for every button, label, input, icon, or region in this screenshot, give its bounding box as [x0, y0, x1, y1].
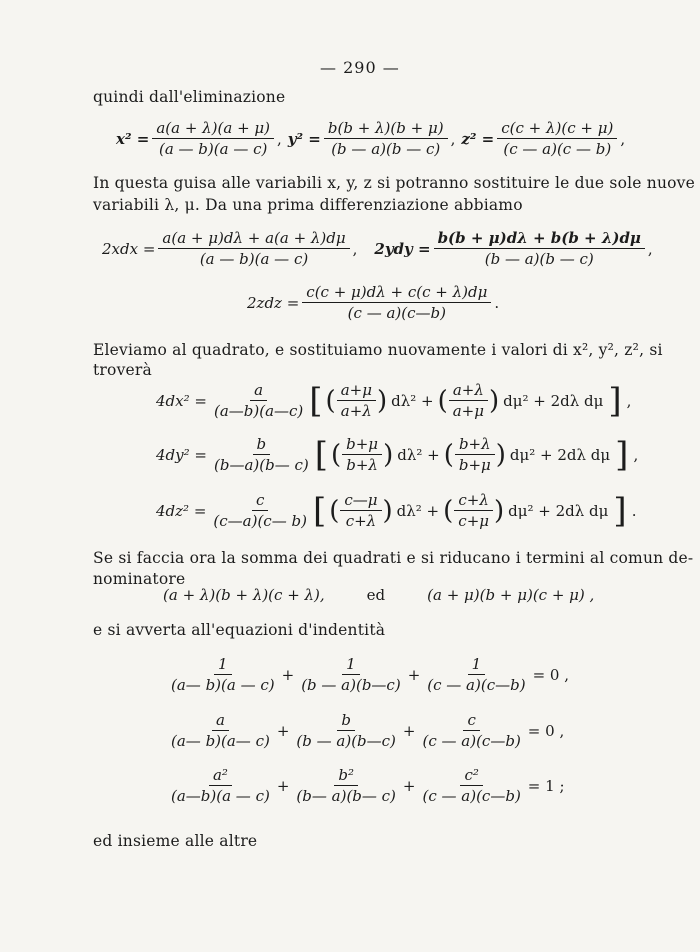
separator: ,: [277, 129, 282, 148]
numerator: a²: [209, 765, 232, 786]
denominator: (b — a)(b—c): [301, 676, 401, 694]
term: dλ² +: [396, 501, 440, 520]
text-line: Eleviamo al quadrato, e sostituiamo nuovamente i valori di x², y², z², si: [93, 341, 663, 359]
fraction: [337, 380, 376, 421]
text-line: nominatore: [93, 570, 186, 588]
fraction: [297, 654, 405, 695]
fraction: [419, 765, 525, 806]
denominator: c+λ: [345, 512, 377, 530]
close-bracket: ]: [608, 380, 622, 421]
separator: ,: [620, 129, 626, 148]
close-paren: ): [494, 495, 505, 526]
equation-differentials-xy: [99, 228, 656, 269]
denominator: a+λ: [340, 402, 372, 420]
denominator: b+λ: [346, 456, 378, 474]
denominator: (c — a)(c — b): [503, 140, 612, 158]
denominator: c+μ: [458, 512, 490, 530]
denominator: (a— b)(a— c): [171, 732, 270, 750]
open-bracket: [: [309, 380, 323, 421]
fraction: [419, 710, 525, 751]
fraction: [210, 434, 313, 475]
numerator: a(a + λ)(a + μ): [152, 118, 274, 139]
numerator: a: [212, 710, 229, 731]
identity-equation-1: [167, 654, 572, 695]
equation-lhs: y² =: [287, 129, 321, 148]
numerator: b: [253, 434, 271, 455]
open-bracket: [: [314, 434, 328, 475]
open-paren: (: [437, 385, 448, 416]
fraction: [324, 118, 448, 159]
numerator: c: [252, 490, 268, 511]
denominator: (c — a)(c—b): [347, 304, 446, 322]
separator: ,: [352, 239, 358, 258]
identity-equation-3: [167, 765, 568, 806]
plus: +: [276, 776, 290, 795]
plus: +: [402, 721, 416, 740]
separator: ,: [626, 391, 632, 410]
numerator: c(c + λ)(c + μ): [497, 118, 617, 139]
open-paren: (: [443, 439, 454, 470]
denominator: (c — a)(c—b): [422, 787, 521, 805]
numerator: b+λ: [455, 434, 495, 455]
denominator: (b — a)(b — c): [331, 140, 441, 158]
denominator: (a — b)(a — c): [158, 140, 268, 158]
equation-lhs: z² =: [461, 129, 495, 148]
fraction: [423, 654, 529, 695]
text-line: troverà: [93, 361, 152, 379]
open-bracket: [: [312, 490, 327, 531]
denominator: (a—b)(a—c): [213, 402, 304, 420]
denominator: (a—b)(a — c): [171, 787, 270, 805]
denominator: (b—a)(b— c): [213, 456, 309, 474]
fraction: [434, 228, 645, 269]
separator: ,: [450, 129, 456, 148]
numerator: 1: [468, 654, 486, 675]
text-line: e si avverta all'equazioni d'indentità: [93, 621, 386, 639]
close-paren: ): [382, 495, 393, 526]
numerator: c+λ: [454, 490, 492, 511]
close-bracket: ]: [613, 490, 627, 531]
numerator: a(a + μ)dλ + a(a + λ)dμ: [158, 228, 349, 249]
denominator-lambda: (a + λ)(b + λ)(c + λ),: [163, 586, 325, 604]
text-line: variabili λ, μ. Da una prima differenziazione abbiamo: [93, 196, 523, 214]
numerator: c: [463, 710, 479, 731]
numerator: b: [337, 710, 355, 731]
denominator: (a — b)(a — c): [199, 250, 309, 268]
equation-dy-squared: [153, 434, 641, 475]
term: dλ² +: [397, 445, 440, 464]
term: dμ² + 2dλ dμ: [508, 501, 609, 520]
fraction: [454, 490, 493, 531]
equation-lhs: 4dx² =: [156, 391, 207, 410]
denominator: (b — a)(b — c): [484, 250, 594, 268]
numerator: b(b + λ)(b + μ): [324, 118, 448, 139]
equation-coordinates: [113, 118, 628, 159]
open-paren: (: [329, 495, 340, 526]
separator: ,: [633, 445, 639, 464]
fraction: [167, 765, 274, 806]
denominator: (c—a)(c— b): [213, 512, 307, 530]
numerator: 1: [214, 654, 232, 675]
fraction: [152, 118, 274, 159]
equation-lhs: 2zdz =: [247, 293, 300, 312]
denominator: (a— b)(a — c): [171, 676, 275, 694]
equation-dz-squared: [153, 490, 639, 531]
identity-equation-2: [167, 710, 567, 751]
close-bracket: ]: [615, 434, 629, 475]
fraction: [158, 228, 349, 269]
page-number: — 290 —: [320, 58, 400, 77]
numerator: a+λ: [449, 380, 488, 401]
equation-lhs: 2xdx =: [102, 239, 156, 258]
equation-dx-squared: [153, 380, 634, 421]
open-paren: (: [443, 495, 454, 526]
numerator: b(b + μ)dλ + b(b + λ)dμ: [434, 228, 645, 249]
conjunction: ed: [366, 586, 386, 604]
equation-differential-z: [244, 282, 502, 323]
denominator: a+μ: [452, 402, 484, 420]
numerator: 1: [342, 654, 360, 675]
plus: +: [407, 665, 421, 684]
fraction: [302, 282, 491, 323]
numerator: a: [250, 380, 267, 401]
term: dλ² +: [391, 391, 434, 410]
plus: +: [402, 776, 416, 795]
denominator: (b— a)(b— c): [296, 787, 396, 805]
numerator: c²: [460, 765, 482, 786]
right-hand-side: = 0 ,: [532, 665, 569, 684]
denominator: (b — a)(b—c): [296, 732, 396, 750]
close-paren: ): [495, 439, 506, 470]
open-paren: (: [330, 439, 342, 470]
fraction: [167, 710, 274, 751]
equation-lhs: 4dy² =: [156, 445, 207, 464]
close-paren: ): [376, 385, 388, 416]
numerator: c(c + μ)dλ + c(c + λ)dμ: [302, 282, 491, 303]
fraction: [342, 434, 382, 475]
numerator: c—μ: [340, 490, 381, 511]
denominator-mu: (a + μ)(b + μ)(c + μ) ,: [427, 586, 595, 604]
numerator: a+μ: [337, 380, 376, 401]
denominator: b+μ: [458, 456, 491, 474]
numerator: b²: [334, 765, 358, 786]
right-hand-side: = 1 ;: [527, 776, 565, 795]
text-line: quindi dall'eliminazione: [93, 88, 286, 106]
right-hand-side: = 0 ,: [527, 721, 565, 740]
plus: +: [281, 665, 295, 684]
equation-lhs: x² =: [116, 129, 150, 148]
separator: .: [631, 501, 637, 520]
equation-lhs: 4dz² =: [156, 501, 207, 520]
denominator: (c — a)(c—b): [427, 676, 526, 694]
text-line: Se si faccia ora la somma dei quadrati e si riducano i termini al comun de-: [93, 549, 694, 567]
fraction: [167, 654, 279, 695]
fraction: [209, 490, 311, 531]
numerator: b+μ: [342, 434, 382, 455]
fraction: [210, 380, 307, 421]
term: dμ² + 2dλ dμ: [509, 445, 611, 464]
separator: .: [494, 293, 500, 312]
close-paren: ): [489, 385, 500, 416]
fraction: [340, 490, 381, 531]
text-line: In questa guisa alle variabili x, y, z si potranno sostituire le due sole nuove: [93, 174, 695, 192]
fraction: [292, 765, 400, 806]
denominator: (c — a)(c—b): [422, 732, 521, 750]
fraction: [497, 118, 617, 159]
term: dμ² + 2dλ dμ: [503, 391, 604, 410]
separator: ,: [647, 239, 653, 258]
text-line: ed insieme alle altre: [93, 832, 258, 850]
fraction: [455, 434, 495, 475]
common-denominators: [160, 586, 597, 604]
fraction: [292, 710, 400, 751]
close-paren: ): [383, 439, 394, 470]
plus: +: [276, 721, 290, 740]
fraction: [449, 380, 488, 421]
equation-lhs: 2ydy =: [374, 239, 431, 258]
open-paren: (: [325, 385, 336, 416]
